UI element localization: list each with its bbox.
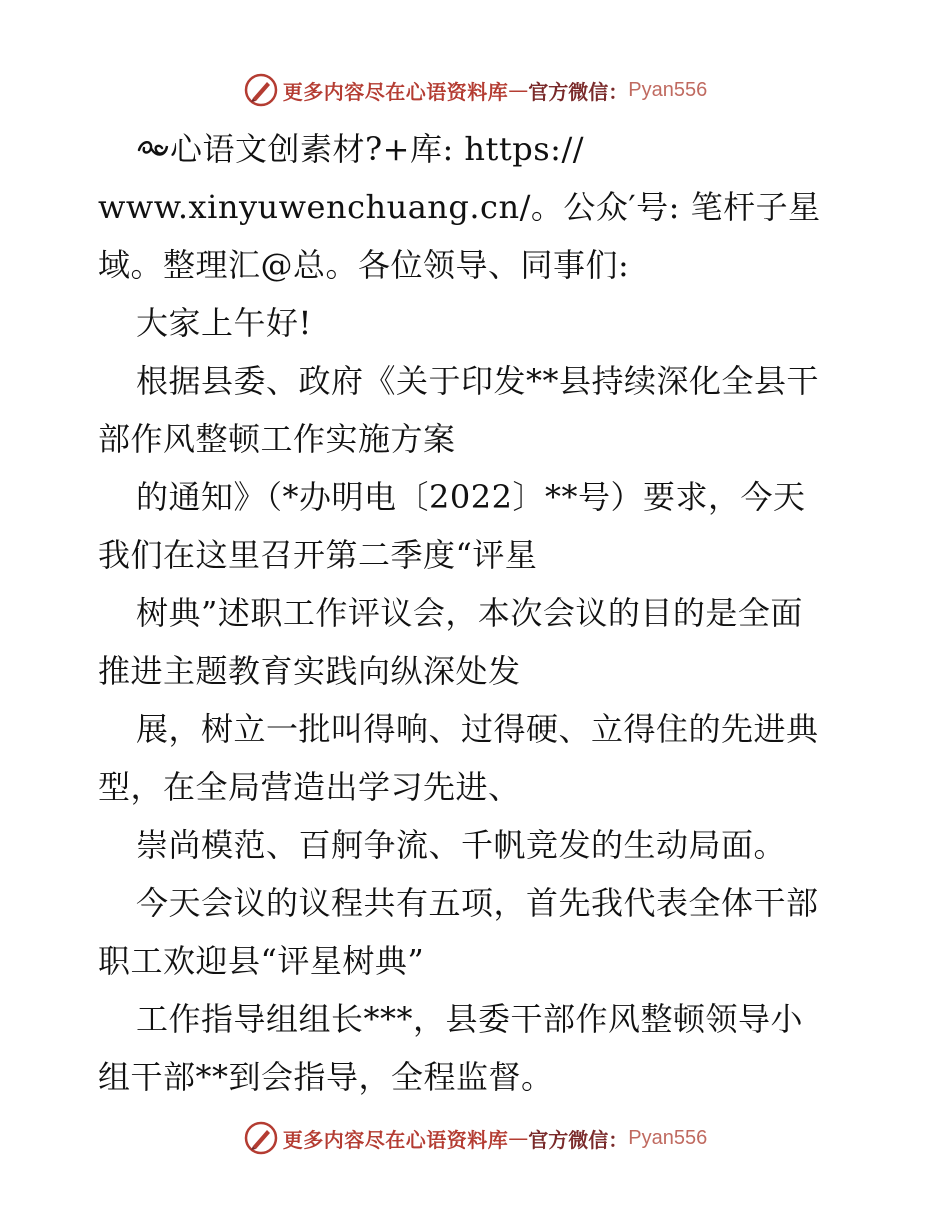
text-line-content: 大家上午好!: [136, 304, 312, 342]
pen-logo-icon: [243, 1120, 279, 1156]
text-line: [98, 642, 868, 700]
footer-banner: [0, 1118, 950, 1158]
text-line: [98, 816, 868, 874]
header-banner: [0, 70, 950, 110]
text-line: [98, 526, 868, 584]
text-line: [98, 236, 868, 294]
banner-wechat-id: Pyan556: [628, 78, 708, 101]
text-line: [98, 758, 868, 816]
document-body: [98, 120, 868, 1106]
text-line: [98, 410, 868, 468]
text-line: [98, 178, 868, 236]
text-line-content: www.xinyuwenchuang.cn/。公众′号: 笔杆子星: [98, 188, 821, 226]
text-line: [98, 1048, 868, 1106]
text-line: [98, 352, 868, 410]
text-line-content: 我们在这里召开第二季度“评星: [98, 536, 538, 574]
text-line-content: 展，树立一批叫得响、过得硬、立得住的先进典: [136, 710, 819, 748]
text-line-content: 树典”述职工作评议会，本次会议的目的是全面: [136, 594, 803, 632]
banner-dash: —: [508, 1126, 529, 1150]
text-line: [98, 932, 868, 990]
pen-logo-icon: [243, 72, 279, 108]
text-line: [98, 468, 868, 526]
text-line-content: 心语文创素材?+库: https://: [170, 130, 585, 168]
text-line-content: 部作风整顿工作实施方案: [98, 420, 456, 458]
curl-ornament-icon: [136, 134, 170, 164]
text-line-content: 崇尚模范、百舸争流、千帆竞发的生动局面。: [136, 826, 787, 864]
text-line-content: 域。整理汇@总。各位领导、同事们:: [98, 246, 630, 284]
banner-wechat-label: 官方微信：: [528, 1127, 629, 1152]
banner-wechat-label: 官方微信：: [528, 79, 629, 104]
text-line: [98, 700, 868, 758]
text-line-content: 的通知》（*办明电〔2022〕**号）要求，今天: [136, 478, 806, 516]
text-line-content: 工作指导组组长***，县委干部作风整顿领导小: [136, 1000, 804, 1038]
text-line-content: 职工欢迎县“评星树典”: [98, 942, 425, 980]
text-line: [98, 584, 868, 642]
text-line: [98, 874, 868, 932]
banner-main-text: 更多内容尽在心语资料库: [282, 1127, 509, 1152]
banner-main-text: 更多内容尽在心语资料库: [282, 79, 509, 104]
banner-wechat-id: Pyan556: [628, 1126, 708, 1149]
text-line: [98, 294, 868, 352]
text-line-content: 组干部**到会指导，全程监督。: [98, 1058, 554, 1096]
text-line-content: 根据县委、政府《关于印发**县持续深化全县干: [136, 362, 820, 400]
text-line: [98, 990, 868, 1048]
text-line: [98, 120, 868, 178]
text-line-content: 推进主题教育实践向纵深处发: [98, 652, 521, 690]
banner-dash: —: [508, 78, 529, 102]
text-line-content: 型，在全局营造出学习先进、: [98, 768, 521, 806]
text-line-content: 今天会议的议程共有五项，首先我代表全体干部: [136, 884, 819, 922]
